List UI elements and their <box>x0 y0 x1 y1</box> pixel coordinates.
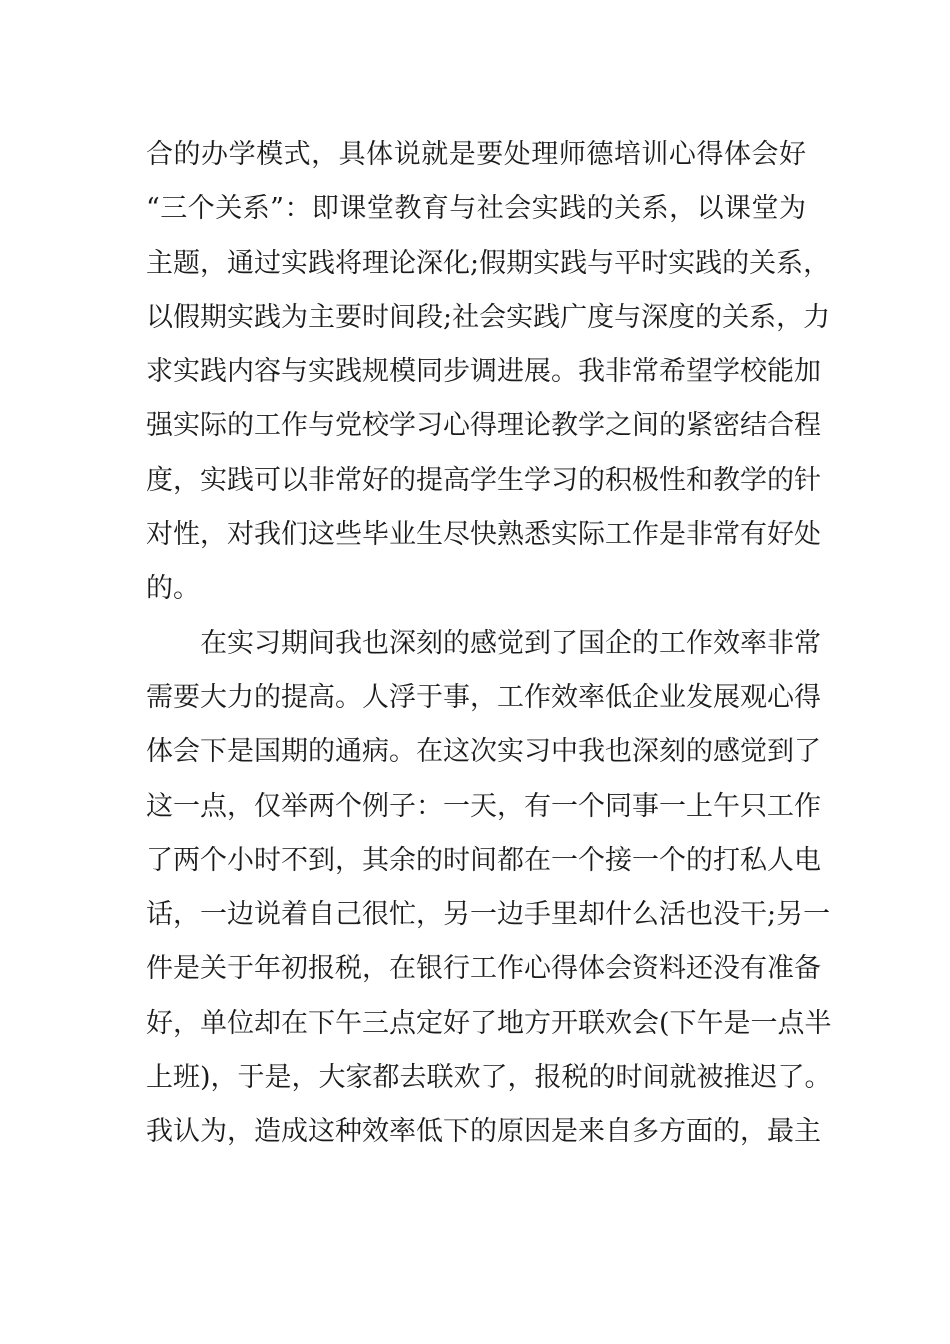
text-line: 求实践内容与实践规模同步调进展。我非常希望学校能加 <box>146 356 821 388</box>
text-line: 这一点，仅举两个例子：一天，有一个同事一上午只工作 <box>146 790 821 822</box>
text-line: 件是关于年初报税，在银行工作心得体会资料还没有准备 <box>146 953 821 985</box>
body-text <box>146 128 832 1160</box>
text-line: 对性，对我们这些毕业生尽快熟悉实际工作是非常有好处 <box>146 519 821 551</box>
text-line: “三个关系”：即课堂教育与社会实践的关系，以课堂为 <box>146 193 806 225</box>
text-line: 在实习期间我也深刻的感觉到了国企的工作效率非常 <box>200 627 821 659</box>
text-line: 度，实践可以非常好的提高学生学习的积极性和教学的针 <box>146 464 821 496</box>
paragraph-2 <box>146 617 832 1160</box>
text-line: 了两个小时不到，其余的时间都在一个接一个的打私人电 <box>146 844 821 876</box>
text-line: 合的办学模式，具体说就是要处理师德培训心得体会好 <box>146 139 806 170</box>
text-line: 的。 <box>146 573 200 605</box>
text-line: 话，一边说着自己很忙，另一边手里却什么活也没干;另一 <box>146 899 831 931</box>
text-line: 我认为，造成这种效率低下的原因是来自多方面的，最主 <box>146 1116 821 1148</box>
paragraph-1 <box>146 128 831 617</box>
text-line: 好，单位却在下午三点定好了地方开联欢会(下午是一点半 <box>146 1007 832 1039</box>
text-line: 体会下是国期的通病。在这次实习中我也深刻的感觉到了 <box>146 736 821 768</box>
text-line: 上班)，于是，大家都去联欢了，报税的时间就被推迟了。 <box>146 1062 832 1094</box>
text-line: 强实际的工作与党校学习心得理论教学之间的紧密结合程 <box>146 410 821 442</box>
text-line: 需要大力的提高。人浮于事，工作效率低企业发展观心得 <box>146 681 821 713</box>
text-line: 以假期实践为主要时间段;社会实践广度与深度的关系，力 <box>146 301 831 333</box>
text-line: 主题，通过实践将理论深化;假期实践与平时实践的关系， <box>146 247 831 279</box>
